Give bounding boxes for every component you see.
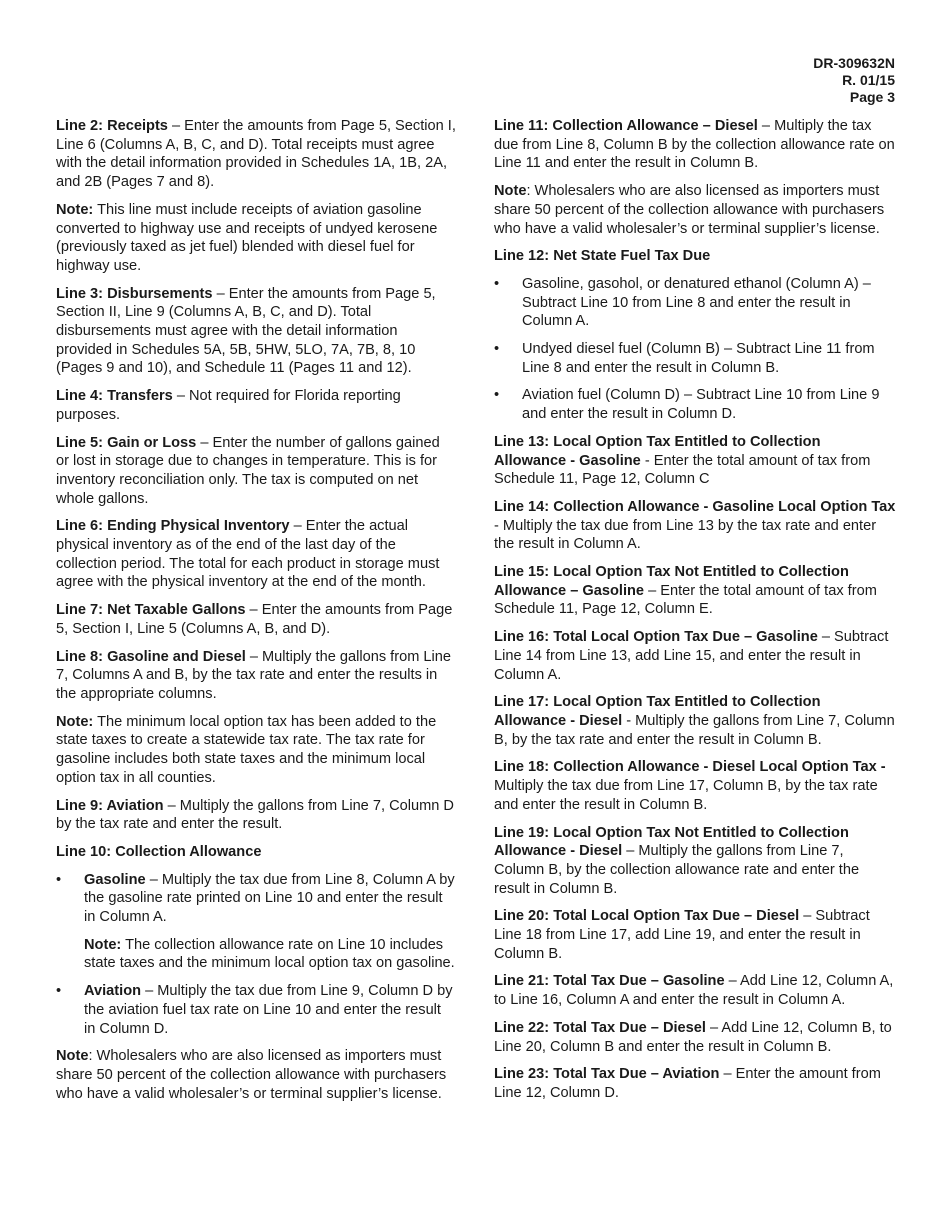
bullet-icon: • xyxy=(494,275,500,292)
line-3-instructions xyxy=(56,285,456,379)
line-12-bullet-aviation xyxy=(494,386,896,423)
note-text: The collection allowance rate on Line 10 includes state taxes and the minimum local option tax on gasoline. xyxy=(84,936,455,972)
line-12-heading: Line 12: Net State Fuel Tax Due xyxy=(494,248,711,265)
bullet-icon: • xyxy=(494,387,500,404)
bullet-text: – Multiply the tax due from Line 8, Column A by the gasoline rate printed on Line 10 and enter the result in Column A. xyxy=(84,871,455,926)
line-8-instructions xyxy=(56,648,456,704)
left-column xyxy=(56,117,456,1112)
line-9-instructions xyxy=(56,797,456,834)
line-12-bullet-diesel xyxy=(494,340,896,377)
line-21-label: Line 21: Total Tax Due – Gasoline xyxy=(494,973,725,990)
line-8-label: Line 8: Gasoline and Diesel xyxy=(56,648,246,665)
line-23-label: Line 23: Total Tax Due – Aviation xyxy=(494,1066,720,1083)
line-23-instructions xyxy=(494,1065,896,1102)
bullet-text: Aviation fuel (Column D) – Subtract Line 10 from Line 9 and enter the result in Column D. xyxy=(522,387,880,423)
note-text: : Wholesalers who are also licensed as importers must share 50 percent of the collection allowance with purchasers who have a valid wholesaler’s or terminal supplier’s license. xyxy=(56,1048,447,1102)
line-5-instructions xyxy=(56,434,456,509)
line-22-text: – Add Line 12, Column B, to Line 20, Column B and enter the result in Column B. xyxy=(494,1019,892,1055)
note-label: Note: xyxy=(84,936,122,953)
line-14-text: - Multiply the tax due from Line 13 by the tax rate and enter the result in Column A. xyxy=(494,517,877,553)
line-20-label: Line 20: Total Local Option Tax Due – Diesel xyxy=(494,908,800,925)
note-label: Note xyxy=(494,183,527,200)
line-8-note xyxy=(56,713,456,788)
note-label: Note xyxy=(56,1048,89,1065)
line-13-label: Line 13: Local Option Tax Entitled to Collection Allowance - Gasoline xyxy=(494,433,821,469)
line-21-text: – Add Line 12, Column A, to Line 16, Column A and enter the result in Column A. xyxy=(494,973,894,1009)
line-22-instructions xyxy=(494,1019,896,1056)
line-10-note xyxy=(56,936,456,973)
line-6-instructions xyxy=(56,517,456,592)
note-label: Note: xyxy=(56,713,94,730)
line-13-instructions xyxy=(494,433,896,489)
line-6-text: – Enter the actual physical inventory as of the end of the last day of the collection period. The total for each product in storage must agree with the physical inventory at the end of the month. xyxy=(56,518,440,591)
line-7-label: Line 7: Net Taxable Gallons xyxy=(56,602,246,619)
line-11-label: Line 11: Collection Allowance – Diesel xyxy=(494,118,758,134)
line-15-label: Line 15: Local Option Tax Not Entitled to Collection Allowance – Gasoline xyxy=(494,564,849,599)
wholesaler-note xyxy=(494,182,896,238)
line-22-label: Line 22: Total Tax Due – Diesel xyxy=(494,1019,706,1036)
line-18-text: Multiply the tax due from Line 17, Column B, by the tax rate and enter the result in Column B. xyxy=(494,778,878,813)
line-15-text: – Enter the total amount of tax from Schedule 11, Page 12, Column E. xyxy=(494,582,877,618)
page-number: Page 3 xyxy=(849,89,895,105)
wholesaler-note xyxy=(56,1047,456,1103)
bullet-text: – Multiply the tax due from Line 9, Column D by the aviation fuel tax rate on Line 10 and enter the result in Column D. xyxy=(84,983,453,1037)
bullet-icon: • xyxy=(56,983,62,1000)
line-16-label: Line 16: Total Local Option Tax Due – Gasoline xyxy=(494,629,818,646)
line-9-label: Line 9: Aviation xyxy=(56,797,164,814)
line-18-instructions xyxy=(494,758,896,814)
bullet-label: Gasoline xyxy=(84,871,146,888)
line-10-heading: Line 10: Collection Allowance xyxy=(56,843,262,860)
line-4-instructions xyxy=(56,387,456,424)
line-5-text: – Enter the number of gallons gained or lost in storage due to changes in temperature. This is for inventory reconciliation only. The tax is computed on net whole gallons. xyxy=(56,434,440,507)
note-text: This line must include receipts of aviation gasoline converted to highway use and receipts of undyed kerosene (previously taxed as jet fuel) blended with diesel fuel for highway use. xyxy=(56,201,438,274)
line-8-text: – Multiply the gallons from Line 7, Columns A and B, by the tax rate and enter the results in the appropriate columns. xyxy=(56,648,452,702)
line-3-text: – Enter the amounts from Page 5, Section II, Line 9 (Columns A, B, C, and D). Total disbursements must agree with the detail information provided in Schedules 5A, 5B, 5HW, 5LO, 7A, 7B, 8, 10 (Pages 9 and 10), and Schedule 11 (Pages 11 and 12). xyxy=(56,285,436,377)
revision-date: R. 01/15 xyxy=(842,72,895,88)
bullet-text: Gasoline, gasohol, or denatured ethanol (Column A) – Subtract Line 10 from Line 8 and enter the result in Column A. xyxy=(522,275,871,330)
bullet-icon: • xyxy=(494,341,500,358)
line-16-instructions xyxy=(494,628,896,684)
line-3-label: Line 3: Disbursements xyxy=(56,285,213,302)
line-2-text: – Enter the amounts from Page 5, Section I, Line 6 (Columns A, B, C, and D). Total receipts must agree with the detail information provided in Schedules 1A, 1B, 2A, and 2B (Pages 7 and 8). xyxy=(56,118,456,191)
line-21-instructions xyxy=(494,972,896,1009)
line-13-text: - Enter the total amount of tax from Schedule 11, Page 12, Column C xyxy=(494,452,871,488)
line-10-aviation-bullet xyxy=(56,982,456,1038)
line-19-instructions xyxy=(494,824,896,899)
line-4-label: Line 4: Transfers xyxy=(56,388,173,405)
line-17-label: Line 17: Local Option Tax Entitled to Collection Allowance - Diesel xyxy=(494,694,821,729)
line-16-text: – Subtract Line 14 from Line 13, add Line 15, and enter the result in Column A. xyxy=(494,629,889,683)
line-2-label: Line 2: Receipts xyxy=(56,118,168,134)
form-number: DR-309632N xyxy=(813,55,895,71)
note-text: The minimum local option tax has been added to the state taxes to create a statewide tax rate. The tax rate for gasoline includes both state taxes and the minimum local option tax in all counties. xyxy=(56,713,437,786)
line-7-instructions xyxy=(56,601,456,638)
line-11-instructions xyxy=(494,117,896,173)
line-12-bullet-gasoline xyxy=(494,275,896,331)
bullet-label: Aviation xyxy=(84,983,142,1000)
line-17-instructions xyxy=(494,693,896,749)
line-10-gasoline-bullet xyxy=(56,871,456,927)
right-column xyxy=(494,117,896,1112)
line-9-text: – Multiply the gallons from Line 7, Column D by the tax rate and enter the result. xyxy=(56,797,454,833)
form-header xyxy=(813,55,895,106)
bullet-text: Undyed diesel fuel (Column B) – Subtract Line 11 from Line 8 and enter the result in Column B. xyxy=(522,341,875,376)
line-19-text: – Multiply the gallons from Line 7, Column B, by the collection allowance rate and enter the result in Column B. xyxy=(494,843,860,897)
line-17-text: - Multiply the gallons from Line 7, Column B, by the tax rate and enter the result in Column B. xyxy=(494,712,895,748)
line-18-label: Line 18: Collection Allowance - Diesel Local Option Tax - xyxy=(494,759,886,776)
line-20-instructions xyxy=(494,907,896,963)
note-label: Note: xyxy=(56,201,94,218)
line-11-text: – Multiply the tax due from Line 8, Column B by the collection allowance rate on Line 11 and enter the result in Column B. xyxy=(494,118,895,172)
line-2-instructions xyxy=(56,117,456,192)
line-19-label: Line 19: Local Option Tax Not Entitled to Collection Allowance - Diesel xyxy=(494,824,849,860)
line-20-text: – Subtract Line 18 from Line 17, add Line 19, and enter the result in Column B. xyxy=(494,908,870,962)
line-5-label: Line 5: Gain or Loss xyxy=(56,434,197,451)
line-14-instructions xyxy=(494,498,896,554)
line-23-text: – Enter the amount from Line 12, Column D. xyxy=(494,1066,881,1101)
line-15-instructions xyxy=(494,563,896,619)
line-2-note xyxy=(56,201,456,276)
line-4-text: – Not required for Florida reporting purposes. xyxy=(56,388,401,423)
line-6-label: Line 6: Ending Physical Inventory xyxy=(56,518,290,535)
bullet-icon: • xyxy=(56,871,62,888)
line-14-label: Line 14: Collection Allowance - Gasoline Local Option Tax xyxy=(494,498,896,515)
line-7-text: – Enter the amounts from Page 5, Section I, Line 5 (Columns A, B, and D). xyxy=(56,602,453,637)
note-text: : Wholesalers who are also licensed as importers must share 50 percent of the collection allowance with purchasers who have a valid wholesaler’s or terminal supplier’s license. xyxy=(494,183,885,237)
